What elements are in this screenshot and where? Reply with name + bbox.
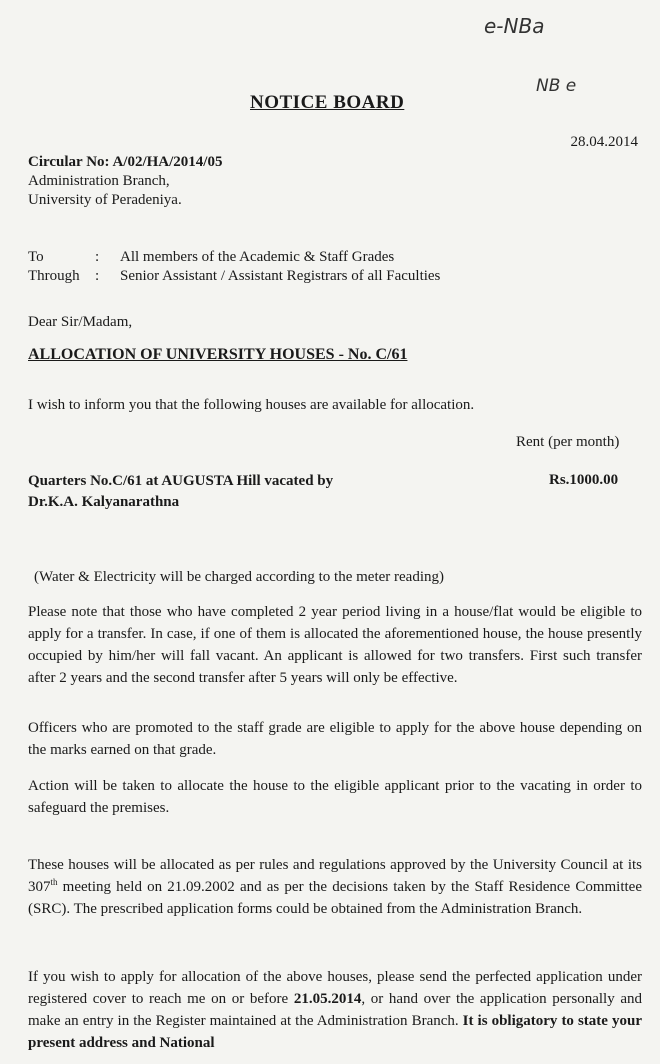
rent-header: Rent (per month) [516, 434, 620, 450]
apply-obligation: It is obligatory to state your present address and National [28, 1013, 642, 1051]
handwritten-note-top: e-NBa [484, 14, 545, 38]
branch-name: Administration Branch, [28, 173, 170, 189]
notice-date: 28.04.2014 [570, 134, 638, 150]
salutation: Dear Sir/Madam, [28, 314, 133, 330]
rules-ordinal-suffix: th [50, 877, 58, 887]
quarters-line-1: Quarters No.C/61 at AUGUSTA Hill vacated by [28, 473, 334, 489]
intro-text: I wish to inform you that the following houses are available for allocation. [28, 397, 475, 413]
through-label: Through [28, 268, 80, 284]
transfer-paragraph: Please note that those who have completed 2 year period living in a house/flat would be eligible to apply for a transfer. In case, if one of them is allocated the aforementioned house, the house presently occupied by him/her will fall vacant. An applicant is allowed for two transfers. First such transfer after 2 years and the second transfer after 5 years will only be effective. [28, 604, 642, 686]
university-name: University of Peradeniya. [28, 192, 182, 208]
quarters-line-2: Dr.K.A. Kalyanarathna [28, 494, 180, 510]
apply-paragraph [28, 966, 642, 1054]
through-value: Senior Assistant / Assistant Registrars of all Faculties [120, 268, 441, 284]
rules-text-a: These houses will be allocated as per rules and regulations approved by the University Council at its 307 [28, 857, 642, 895]
allocation-heading: ALLOCATION OF UNIVERSITY HOUSES - No. C/61 [28, 346, 408, 363]
rent-value: Rs.1000.00 [549, 472, 619, 488]
page-title: NOTICE BOARD [250, 92, 405, 113]
rules-paragraph [28, 854, 642, 920]
apply-text-a: If you wish to apply for allocation of the above houses, please send the perfected application under registered cover to reach me on or before [28, 969, 642, 1007]
officers-paragraph: Officers who are promoted to the staff grade are eligible to apply for the above house depending on the marks earned on that grade. [28, 720, 642, 758]
apply-text-b: , or hand over the application personally and make an entry in the Register maintained at the Administration Branch. [28, 991, 642, 1029]
apply-deadline: 21.05.2014 [293, 991, 362, 1007]
to-label: To [28, 249, 44, 265]
to-value: All members of the Academic & Staff Grades [120, 249, 395, 265]
through-colon: : [95, 268, 100, 284]
handwritten-note-second: NB e [536, 76, 577, 96]
action-paragraph: Action will be taken to allocate the house to the eligible applicant prior to the vacating in order to safeguard the premises. [28, 778, 642, 816]
to-colon: : [95, 249, 100, 265]
circular-number: Circular No: A/02/HA/2014/05 [28, 154, 223, 170]
rules-text-b: meeting held on 21.09.2002 and as per the decisions taken by the Staff Residence Committee (SRC). The prescribed application forms could be obtained from the Administration Branch. [28, 879, 642, 917]
water-electricity-note: (Water & Electricity will be charged according to the meter reading) [34, 569, 445, 585]
